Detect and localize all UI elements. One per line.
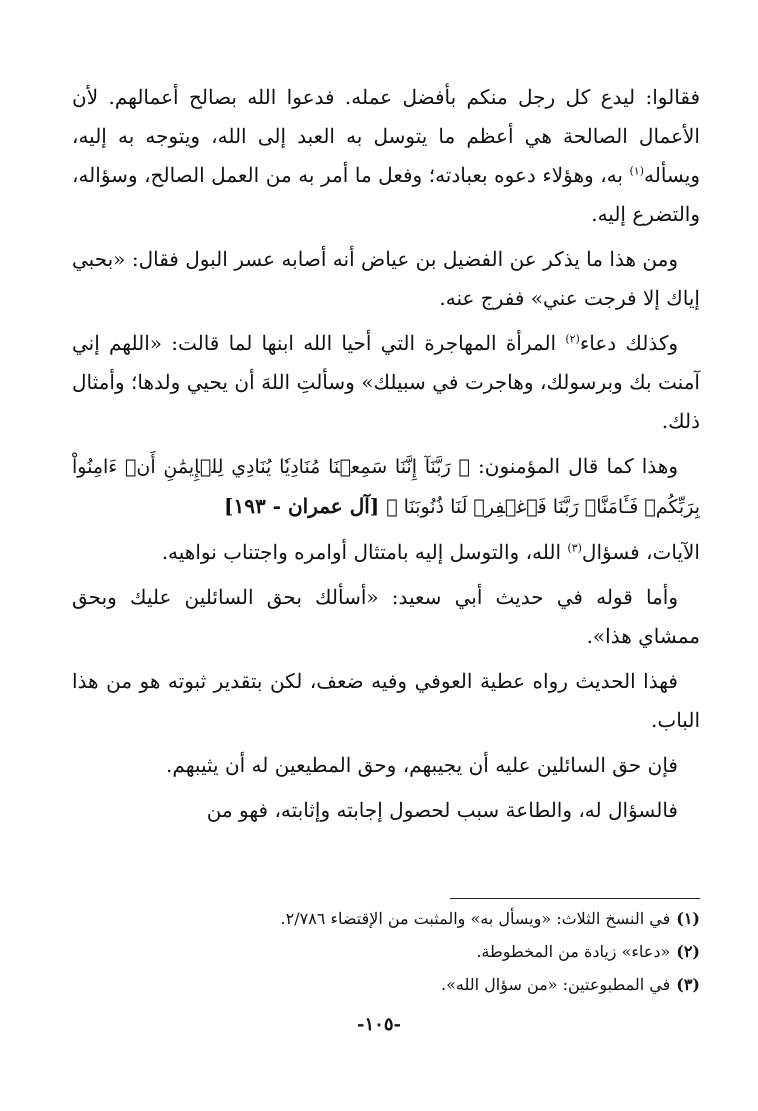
paragraph-5: الآيات، فسؤال$^{(٣)}$ الله، والتوسل إليه بامتثال أوامره واجتناب نواهيه. [161,540,700,564]
footnote-marker-2: (٢) [565,332,580,346]
footnote-2: (٢)«دعاء» زيادة من المخطوطة. [476,942,700,961]
footnote-3: (٣)في المطبوعتين: «من سؤال الله». [441,975,700,994]
footnotes [70,902,700,1001]
footnote-1: (١)في النسخ الثلاث: «ويسأل به» والمثبت من الإقتضاء ٢/٧٨٦. [280,909,700,928]
paragraph-4: وهذا كما قال المؤمنون: ﴿ رَبَّنَآ إِنَّنَا سَمِعۡنَا مُنَادِيٗا يُنَادِي لِلۡإِيمَٰنِ أَنۡ ءَامِنُواْ بِرَبِّكُمۡ فَـَٔامَنَّاۚ رَبَّنَا فَٱغۡفِرۡ لَنَا ذُنُوبَنَا ﴾ [آل عمران - ١٩٣] [72,454,700,518]
footnote-marker-1: (١) [629,164,645,178]
paragraph-6: وأما قوله في حديث أبي سعيد: «أسألك بحق السائلين عليك وبحق ممشاي هذا». [72,585,700,648]
paragraph-7: فهذا الحديث رواه عطية العوفي وفيه ضعف، لكن بتقدير ثبوته هو من هذا الباب. [72,669,700,732]
paragraph-2: ومن هذا ما يذكر عن الفضيل بن عياض أنه أصابه عسر البول فقال: «بحبي إياك إلا فرجت عني» ففرج عنه. [72,247,700,310]
footnote-marker-3: (٣) [567,541,582,555]
paragraph-1: فقالوا: ليدع كل رجل منكم بأفضل عمله. فدعوا الله بصالح أعمالهم. لأن الأعمال الصالحة هي أعظم ما يتوسل به العبد إلى الله، ويتوجه به إليه، ويسأله$^{(١)}$ به، وهؤلاء دعوه بعبادته؛ وفعل ما أمر به من العمل الصالح، وسؤاله، والتضرع إليه. [72,85,700,226]
quran-verse: ﴿ رَبَّنَآ إِنَّنَا سَمِعۡنَا مُنَادِيٗا يُنَادِي لِلۡإِيمَٰنِ أَنۡ ءَامِنُواْ بِرَبِّكُمۡ فَـَٔامَنَّاۚ رَبَّنَا فَٱغۡفِرۡ لَنَا ذُنُوبَنَا ﴾ [72,456,700,518]
footnote-divider [450,898,700,899]
main-text [72,78,700,830]
page-number: -١٠٥- [357,1014,401,1035]
paragraph-3: وكذلك دعاء$^{(٢)}$ المرأة المهاجرة التي أحيا الله ابنها لما قالت: «اللهم إني آمنت بك وبرسولك، وهاجرت في سبيلك» وسألتِ اللهَ أن يحيي ولدها؛ وأمثال ذلك. [72,331,700,433]
paragraph-8: فإن حق السائلين عليه أن يجيبهم، وحق المطيعين له أن يثيبهم. [166,753,678,777]
paragraph-9: فالسؤال له، والطاعة سبب لحصول إجابته وإثابته، فهو من [206,798,678,822]
verse-reference: [آل عمران - ١٩٣] [224,494,387,518]
